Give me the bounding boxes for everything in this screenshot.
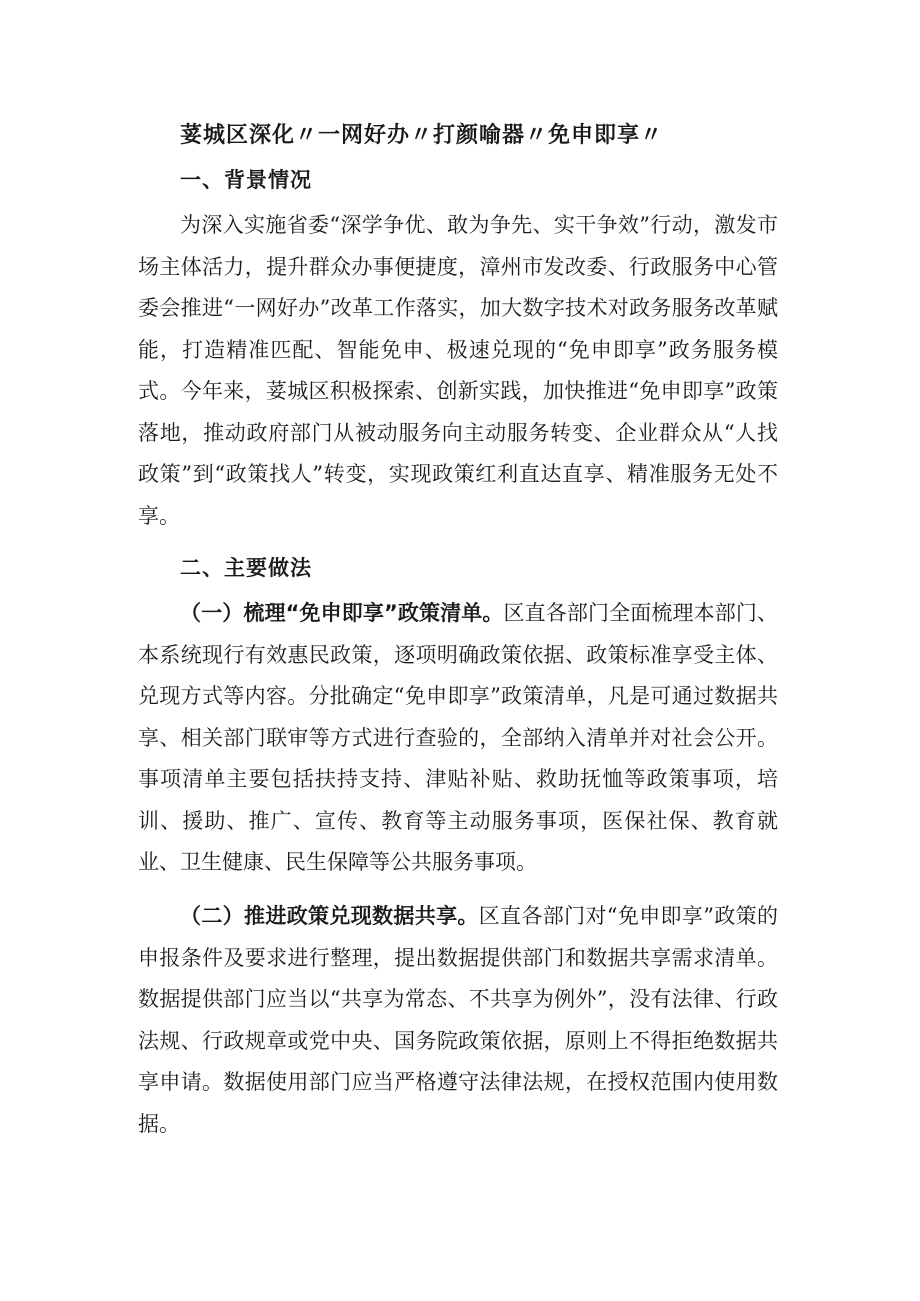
practice-item-2 (138, 896, 778, 1145)
practice-item-1 (138, 593, 778, 884)
practice-item-2-lead: （二）推进政策兑现数据共享。 (180, 904, 479, 928)
practice-item-2-body: 区直各部门对“免申即享”政策的申报条件及要求进行整理，提出数据提供部门和数据共享需求清单。数据提供部门应当以“共享为常态、不共享为例外”，没有法律、行政法规、行政规章或党中央、国务院政策依据，原则上不得拒绝数据共享申请。数据使用部门应当严格遵守法律法规，在授权范围内使用数据。 (138, 904, 778, 1136)
background-paragraph: 为深入实施省委“深学争优、敢为争先、实干争效”行动，激发市场主体活力，提升群众办事便捷度，漳州市发改委、行政服务中心管委会推进“一网好办”改革工作落实，加大数字技术对政务服务改革赋能，打造精准匹配、智能免申、极速兑现的“免申即享”政务服务模式。今年来，荽城区积极探索、创新实践，加快推进“免申即享”政策落地，推动政府部门从被动服务向主动服务转变、企业群众从“人找政策”到“政策找人”转变，实现政策红利直达直享、精准服务无处不享。 (138, 213, 778, 528)
practice-item-1-lead: （一）梳理“免申即享”政策清单。 (180, 601, 504, 625)
practice-item-1-body: 区直各部门全面梳理本部门、本系统现行有效惠民政策，逐项明确政策依据、政策标准享受主体、兑现方式等内容。分批确定“免申即享”政策清单，凡是可通过数据共享、相关部门联审等方式进行查验的，全部纳入清单并对社会公开。事项清单主要包括扶持支持、津贴补贴、救助抚恤等政策事项，培训、援助、推广、宣传、教育等主动服务事项，医保社保、教育就业、卫生健康、民生保障等公共服务事项。 (138, 601, 778, 874)
section-heading-main-practices: 二、主要做法 (180, 556, 312, 580)
document-title: 荽城区深化〃一网好办〃打颜喻器〃免申即享〃 (180, 123, 664, 148)
section-heading-background: 一、背景情况 (180, 168, 312, 192)
